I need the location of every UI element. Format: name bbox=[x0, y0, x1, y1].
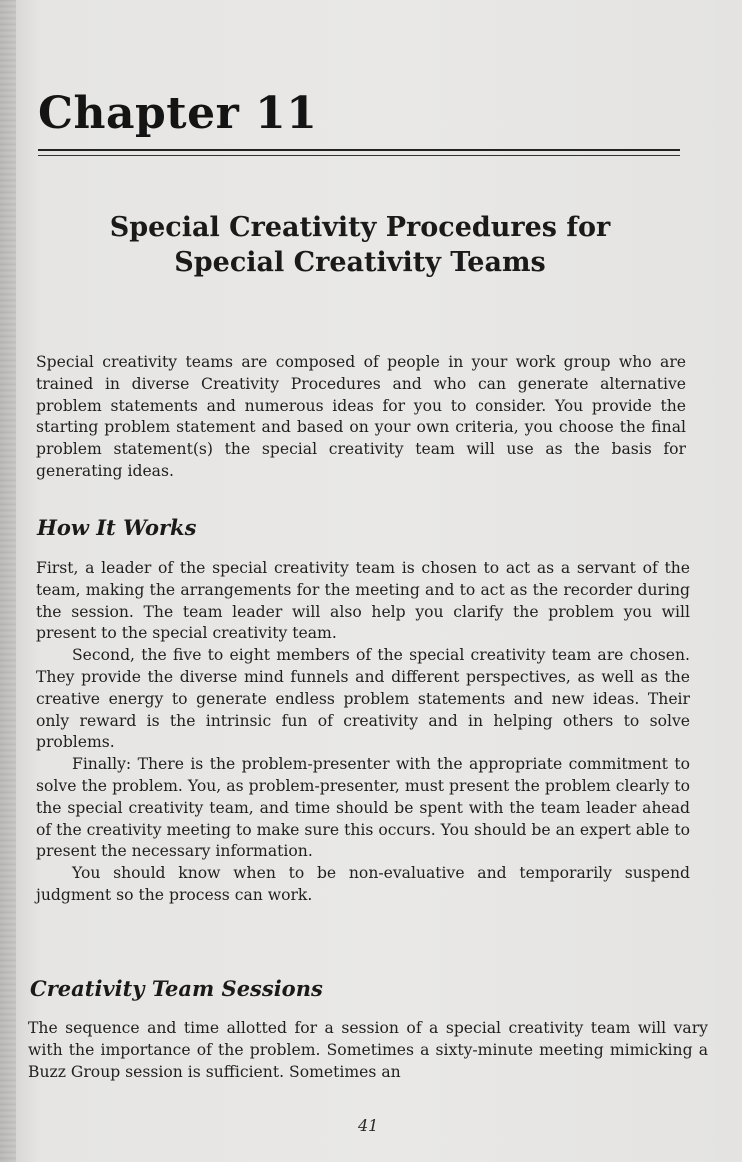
sessions-text: The sequence and time allotted for a session of a special creativity team will vary with the importance of the problem. Sometimes a sixty-minute meeting mimicking a Buzz Group session is sufficient. Sometimes an bbox=[28, 1019, 708, 1081]
creativity-team-sessions-body bbox=[28, 1018, 708, 1083]
creativity-team-sessions-heading: Creativity Team Sessions bbox=[30, 976, 323, 1001]
page-number: 41 bbox=[358, 1116, 379, 1135]
section-title bbox=[60, 210, 660, 280]
intro-paragraph bbox=[36, 352, 686, 483]
how-paragraph-1: First, a leader of the special creativity team is chosen to act as a servant of the team, making the arrangements for the meeting and to act as the recorder during the session. The team leader will also help you clarify the problem you will present to the special creativity team. bbox=[36, 559, 690, 643]
section-title-line1: Special Creativity Procedures for bbox=[109, 212, 611, 243]
chapter-rule-thin bbox=[38, 155, 680, 156]
section-title-line2: Special Creativity Teams bbox=[174, 247, 546, 278]
book-spine-shadow bbox=[0, 0, 16, 1162]
how-paragraph-3: Finally: There is the problem-presenter with the appropriate commitment to solve the problem. You, as problem-presenter, must present the problem clearly to the special creativity team, and time should be spent with the team leader ahead of the creativity meeting to make sure this occurs. You should be an expert able to present the necessary information. bbox=[36, 755, 690, 861]
intro-text: Special creativity teams are composed of people in your work group who are trained in diverse Creativity Procedures and who can generate alternative problem statements and numerous ideas for you to consider. You provide the starting problem statement and based on your own criteria, you choose the final problem statement(s) the special creativity team will use as the basis for generating ideas. bbox=[36, 353, 686, 480]
how-it-works-heading: How It Works bbox=[37, 515, 197, 540]
chapter-title: Chapter 11 bbox=[38, 88, 318, 139]
chapter-rule-thick bbox=[38, 149, 680, 151]
how-paragraph-4: You should know when to be non-evaluative and temporarily suspend judgment so the process can work. bbox=[36, 864, 690, 904]
how-paragraph-2: Second, the five to eight members of the special creativity team are chosen. They provide the diverse mind funnels and different perspectives, as well as the creative energy to generate endless problem statements and new ideas. Their only reward is the intrinsic fun of creativity and in helping others to solve problems. bbox=[36, 646, 690, 752]
how-it-works-body bbox=[36, 558, 690, 907]
